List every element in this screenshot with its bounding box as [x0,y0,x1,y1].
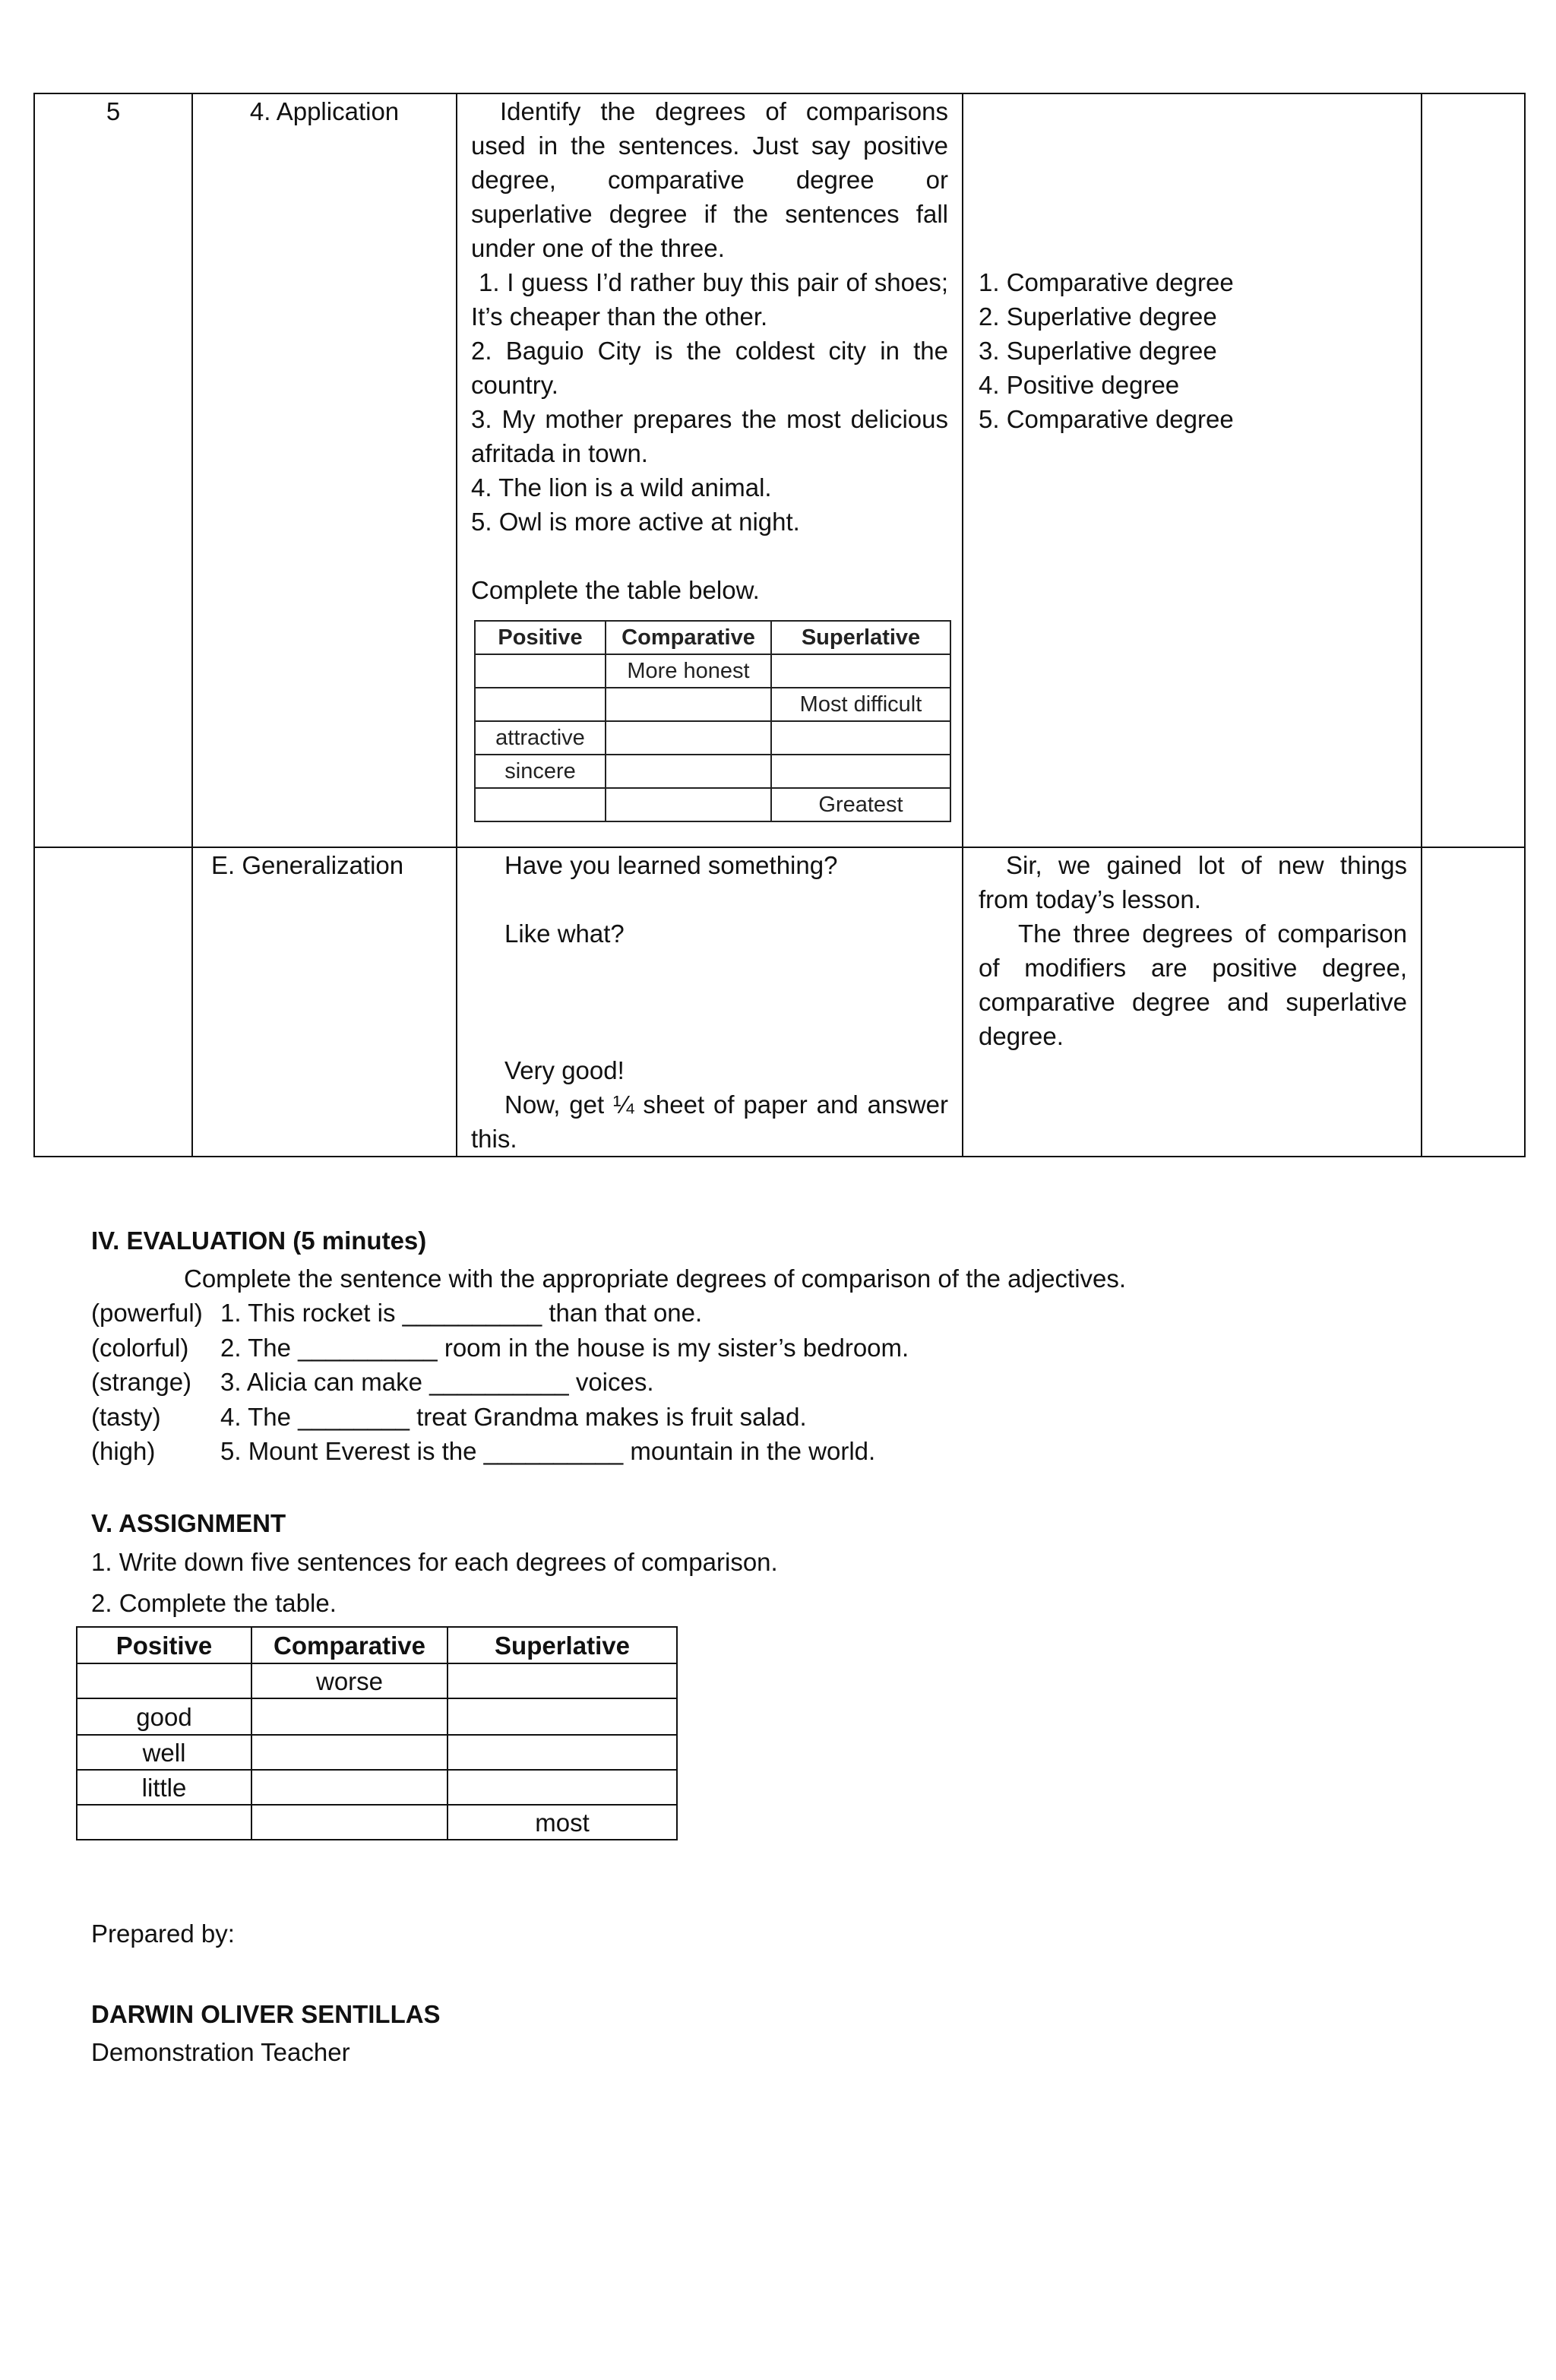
degrees-exercise-table [474,620,951,822]
prepared-by-label: Prepared by: [91,1920,235,1948]
time-allotment: 5 [106,97,121,125]
item-adjective: (colorful) [91,1333,189,1362]
sentence-line: 2. Baguio City is the coldest city in the [471,337,948,365]
assignment-heading: V. ASSIGNMENT [91,1509,286,1537]
student-response-line: The three degrees of comparison [1018,919,1407,948]
table-cell [771,755,950,788]
answer-line: 3. Superlative degree [979,337,1217,365]
teacher-instruction-line: this. [471,1125,517,1153]
sentence-line: country. [471,371,558,399]
item-sentence: 2. The __________ room in the house is my sister’s bedroom. [220,1333,909,1362]
table-row [77,1698,677,1735]
phase-label: E. Generalization [211,851,404,879]
column-header: Comparative [606,621,771,654]
table-row [475,721,950,755]
table-cell [606,755,771,788]
table-cell [251,1735,448,1770]
sentence-line: 1. I guess I’d rather buy this pair of shoes; [479,268,948,296]
table-cell: Most difficult [771,688,950,721]
student-response-line: Sir, we gained lot of new things [1006,851,1407,879]
student-response-line: from today’s lesson. [979,885,1201,913]
evaluation-item [91,1365,909,1400]
phase-label: 4. Application [249,97,400,125]
table-cell [77,1805,251,1840]
assignment-task: 1. Write down five sentences for each degrees of comparison. [91,1548,778,1576]
evaluation-item [91,1434,909,1469]
evaluation-item [91,1400,909,1435]
table-cell: well [77,1735,251,1770]
student-activity-cell [963,93,1422,847]
table-cell [771,654,950,688]
evaluation-item [91,1331,909,1366]
column-header: Superlative [448,1627,677,1663]
table-cell [251,1698,448,1735]
table-cell: good [77,1698,251,1735]
sentence-line: 5. Owl is more active at night. [471,508,800,536]
evaluation-item [91,1296,909,1331]
table-cell [251,1805,448,1840]
answer-line: 4. Positive degree [979,371,1180,399]
table-cell [475,788,606,821]
teacher-instruction-line: Now, get ¼ sheet of paper and answer [504,1090,948,1119]
teacher-praise: Very good! [504,1056,625,1084]
table-cell: worse [251,1663,448,1698]
item-sentence: 5. Mount Everest is the __________ mountain in the world. [220,1437,876,1465]
table-cell [771,721,950,755]
assignment-table [76,1626,678,1840]
item-sentence: 3. Alicia can make __________ voices. [220,1368,654,1396]
instruction-line: under one of the three. [471,234,725,262]
table-cell [251,1770,448,1805]
generalization-row [34,847,1525,1157]
sentence-line: 4. The lion is a wild animal. [471,473,772,502]
column-header: Comparative [251,1627,448,1663]
teacher-question: Have you learned something? [504,851,838,879]
phase-cell [192,847,457,1157]
table-row [475,688,950,721]
table-cell: sincere [475,755,606,788]
table-cell [475,654,606,688]
item-adjective: (tasty) [91,1402,161,1431]
table-row [77,1770,677,1805]
table-header-row [77,1627,677,1663]
table-cell [77,1663,251,1698]
table-cell: most [448,1805,677,1840]
item-adjective: (powerful) [91,1299,203,1327]
answer-line: 5. Comparative degree [979,405,1234,433]
table-cell [606,788,771,821]
time-cell [34,93,192,847]
column-header: Positive [475,621,606,654]
table-cell [606,721,771,755]
table-cell [475,688,606,721]
answer-list [979,265,1407,436]
instruction-line: used in the sentences. Just say positive [471,131,948,160]
evaluation-heading: IV. EVALUATION (5 minutes) [91,1226,427,1255]
sentence-line: afritada in town. [471,439,648,467]
application-row [34,93,1525,847]
table-cell: Greatest [771,788,950,821]
table-header-row [475,621,950,654]
item-adjective: (high) [91,1437,156,1465]
student-activity-cell [963,847,1422,1157]
sentence-line: It’s cheaper than the other. [471,302,768,331]
evaluation-instruction: Complete the sentence with the appropriate degrees of comparison of the adjectives. [184,1264,1127,1293]
student-response-line: degree. [979,1022,1064,1050]
sentence-line: 3. My mother prepares the most delicious [471,405,948,433]
item-sentence: 1. This rocket is __________ than that one. [220,1299,703,1327]
answer-line: 2. Superlative degree [979,302,1217,331]
teacher-title: Demonstration Teacher [91,2038,350,2066]
table-cell [606,688,771,721]
column-header: Positive [77,1627,251,1663]
table-row [475,654,950,688]
assignment-task: 2. Complete the table. [91,1589,337,1617]
remarks-cell [1422,93,1525,847]
table-cell [448,1663,677,1698]
teacher-activity-cell [457,93,963,847]
instruction-line: degree, comparative degree or [471,166,948,194]
table-row [77,1663,677,1698]
column-header: Superlative [771,621,950,654]
evaluation-items [91,1296,909,1469]
assignment-tasks [91,1542,778,1624]
table-prompt: Complete the table below. [471,576,760,604]
table-row [77,1735,677,1770]
table-cell [448,1698,677,1735]
item-adjective: (strange) [91,1368,192,1396]
remarks-cell [1422,847,1525,1157]
table-cell: attractive [475,721,606,755]
teacher-follow-up: Like what? [504,919,625,948]
table-cell [448,1735,677,1770]
instruction-line: superlative degree if the sentences fall [471,200,948,228]
teacher-activity-cell [457,847,963,1157]
time-cell [34,847,192,1157]
table-cell: More honest [606,654,771,688]
table-row [77,1805,677,1840]
student-response-line: comparative degree and superlative [979,988,1407,1016]
phase-cell [192,93,457,847]
table-cell: little [77,1770,251,1805]
table-row [475,788,950,821]
teacher-name: DARWIN OLIVER SENTILLAS [91,2000,441,2028]
table-row [475,755,950,788]
lesson-procedure-table [33,93,1526,1157]
item-sentence: 4. The ________ treat Grandma makes is fruit salad. [220,1402,807,1431]
instruction-line: Identify the degrees of comparisons [500,97,948,125]
answer-line: 1. Comparative degree [979,268,1234,296]
student-response-line: of modifiers are positive degree, [979,954,1407,982]
table-cell [448,1770,677,1805]
